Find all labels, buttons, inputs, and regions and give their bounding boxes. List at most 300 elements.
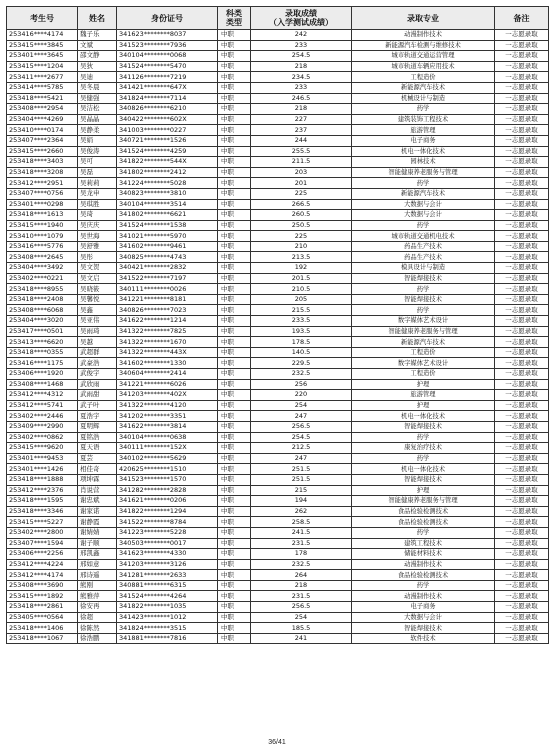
major-cell: 新能源汽车技术 [352,188,495,199]
table-row [7,496,549,507]
score-cell: 250.5 [251,220,352,231]
name-cell: 邢诗遥 [78,570,117,581]
major-cell: 大数据与会计 [352,210,495,221]
table-row [7,30,549,41]
note-cell: 一志愿录取 [495,464,549,475]
candidate-id-cell: 253416****4174 [7,30,78,41]
table-row [7,305,549,316]
name-cell: 谢子顺 [78,538,117,549]
candidate-id-cell: 253418****0355 [7,347,78,358]
score-cell: 258.5 [251,517,352,528]
score-cell: 266.5 [251,199,352,210]
name-cell: 邵文静 [78,51,117,62]
id-card-cell: 341524********4259 [117,146,218,157]
table-row [7,210,549,221]
major-cell: 食品检验检测技术 [352,506,495,517]
id-card-cell: 341881********7816 [117,633,218,644]
candidate-id-cell: 253415****1892 [7,591,78,602]
major-cell: 电子商务 [352,135,495,146]
table-row [7,549,549,560]
type-cell: 中职 [218,263,251,274]
note-cell: 一志愿录取 [495,591,549,602]
score-cell: 201 [251,178,352,189]
admission-table [6,6,549,644]
score-cell: 256.5 [251,421,352,432]
candidate-id-cell: 253407****1594 [7,538,78,549]
score-cell: 256 [251,379,352,390]
table-row [7,294,549,305]
major-cell: 护理 [352,400,495,411]
candidate-id-cell: 253402****2800 [7,527,78,538]
table-row [7,369,549,380]
note-cell: 一志愿录取 [495,72,549,83]
id-card-cell: 341602********9461 [117,241,218,252]
score-cell: 237 [251,125,352,136]
major-cell: 药学 [352,305,495,316]
candidate-id-cell: 253401****0298 [7,199,78,210]
table-row [7,527,549,538]
major-cell: 智能焊接技术 [352,623,495,634]
table-row [7,157,549,168]
score-cell: 231.5 [251,591,352,602]
type-cell: 中职 [218,464,251,475]
candidate-id-cell: 253412****2951 [7,178,78,189]
table-row [7,379,549,390]
score-cell: 201.5 [251,273,352,284]
note-cell: 一志愿录取 [495,30,549,41]
table-row [7,443,549,454]
major-cell: 护理 [352,485,495,496]
id-card-cell: 340503********0017 [117,538,218,549]
id-card-cell: 341822********544X [117,157,218,168]
candidate-id-cell: 253416****1175 [7,358,78,369]
type-cell: 中职 [218,506,251,517]
score-cell: 211.5 [251,157,352,168]
name-cell: 徐陈然 [78,623,117,634]
score-cell: 229.5 [251,358,352,369]
id-card-cell: 340111********152X [117,443,218,454]
type-cell: 中职 [218,485,251,496]
score-cell: 194 [251,496,352,507]
table-row [7,474,549,485]
table-row [7,61,549,72]
type-cell: 中职 [218,633,251,644]
name-cell: 夏天语 [78,443,117,454]
table-row [7,220,549,231]
id-card-cell: 341824********3515 [117,623,218,634]
note-cell: 一志愿录取 [495,178,549,189]
type-cell: 中职 [218,517,251,528]
table-row [7,284,549,295]
id-card-cell: 341802********6621 [117,210,218,221]
table-row [7,114,549,125]
id-card-cell: 341126********7219 [117,72,218,83]
type-cell: 中职 [218,273,251,284]
name-cell: 相佳奇 [78,464,117,475]
id-card-cell: 341281********2633 [117,570,218,581]
candidate-id-cell: 253418****3403 [7,157,78,168]
score-cell: 256.5 [251,602,352,613]
candidate-id-cell: 253407****0756 [7,188,78,199]
score-cell: 254 [251,400,352,411]
id-card-cell: 341623********4330 [117,549,218,560]
score-cell: 210 [251,241,352,252]
score-cell: 218 [251,61,352,72]
name-cell: 徐浩鹏 [78,633,117,644]
major-cell: 城市轨道交通机电技术 [352,231,495,242]
type-cell: 中职 [218,559,251,570]
id-card-cell: 340826********6210 [117,104,218,115]
candidate-id-cell: 253415****1940 [7,220,78,231]
header-type-line2: 类型 [226,18,242,27]
major-cell: 新能源汽车检测与维修技术 [352,40,495,51]
table-row [7,188,549,199]
score-cell: 213.5 [251,252,352,263]
id-card-cell: 341322********4120 [117,400,218,411]
table-row [7,612,549,623]
major-cell: 食品检验检测技术 [352,517,495,528]
candidate-id-cell: 253415****2660 [7,146,78,157]
table-row [7,51,549,62]
id-card-cell: 341824********7114 [117,93,218,104]
type-cell: 中职 [218,570,251,581]
type-cell: 中职 [218,93,251,104]
note-cell: 一志愿录取 [495,580,549,591]
table-body [7,30,549,644]
type-cell: 中职 [218,146,251,157]
major-cell: 模具设计与制造 [352,263,495,274]
note-cell: 一志愿录取 [495,400,549,411]
candidate-id-cell: 253404****3020 [7,316,78,327]
name-cell: 吴莉莉 [78,178,117,189]
candidate-id-cell: 253401****3645 [7,51,78,62]
note-cell: 一志愿录取 [495,51,549,62]
type-cell: 中职 [218,316,251,327]
name-cell: 吴文启 [78,273,117,284]
score-cell: 251.5 [251,474,352,485]
candidate-id-cell: 253401****9453 [7,453,78,464]
type-cell: 中职 [218,104,251,115]
major-cell: 药学 [352,220,495,231]
candidate-id-cell: 253418****1067 [7,633,78,644]
name-cell: 吴世海 [78,231,117,242]
id-card-cell: 340823********3810 [117,188,218,199]
type-cell: 中职 [218,284,251,295]
score-cell: 215 [251,485,352,496]
candidate-id-cell: 253415****9620 [7,443,78,454]
major-cell: 护理 [352,379,495,390]
note-cell: 一志愿录取 [495,82,549,93]
type-cell: 中职 [218,623,251,634]
type-cell: 中职 [218,390,251,401]
note-cell: 一志愿录取 [495,337,549,348]
major-cell: 建筑装饰工程技术 [352,114,495,125]
note-cell: 一志愿录取 [495,61,549,72]
candidate-id-cell: 253415****3845 [7,40,78,51]
table-row [7,326,549,337]
table-row [7,538,549,549]
candidate-id-cell: 253418****3208 [7,167,78,178]
note-cell: 一志愿录取 [495,241,549,252]
table-row [7,125,549,136]
table-row [7,358,549,369]
major-cell: 智能健康养老服务与管理 [352,326,495,337]
major-cell: 工程造价 [352,369,495,380]
name-cell: 武豪浩 [78,358,117,369]
name-cell: 夏芸 [78,453,117,464]
candidate-id-cell: 253412****4174 [7,570,78,581]
type-cell: 中职 [218,61,251,72]
name-cell: 吴鑫 [78,305,117,316]
table-row [7,104,549,115]
score-cell: 227 [251,114,352,125]
note-cell: 一志愿录取 [495,602,549,613]
id-card-cell: 341523********1570 [117,474,218,485]
note-cell: 一志愿录取 [495,104,549,115]
note-cell: 一志愿录取 [495,506,549,517]
id-card-cell: 340826********7023 [117,305,218,316]
id-card-cell: 340721********1526 [117,135,218,146]
name-cell: 徐超 [78,612,117,623]
id-card-cell: 341221********8181 [117,294,218,305]
score-cell: 262 [251,506,352,517]
type-cell: 中职 [218,527,251,538]
type-cell: 中职 [218,231,251,242]
candidate-id-cell: 253415****5227 [7,517,78,528]
score-cell: 254.5 [251,51,352,62]
candidate-id-cell: 253408****2645 [7,252,78,263]
major-cell: 智能焊接技术 [352,421,495,432]
score-cell: 225 [251,231,352,242]
note-cell: 一志愿录取 [495,369,549,380]
score-cell: 247 [251,453,352,464]
table-row [7,432,549,443]
score-cell: 218 [251,104,352,115]
type-cell: 中职 [218,252,251,263]
note-cell: 一志愿录取 [495,146,549,157]
candidate-id-cell: 253414****5785 [7,82,78,93]
candidate-id-cell: 253418****1406 [7,623,78,634]
note-cell: 一志愿录取 [495,40,549,51]
note-cell: 一志愿录取 [495,231,549,242]
major-cell: 机械设计与制造 [352,93,495,104]
major-cell: 智能焊接技术 [352,273,495,284]
id-card-cell: 340422********602X [117,114,218,125]
type-cell: 中职 [218,538,251,549]
note-cell: 一志愿录取 [495,538,549,549]
name-cell: 文斌 [78,40,117,51]
type-cell: 中职 [218,580,251,591]
name-cell: 吴冬晨 [78,82,117,93]
candidate-id-cell: 253406****2256 [7,549,78,560]
name-cell: 吴晶晶 [78,114,117,125]
candidate-id-cell: 253418****1888 [7,474,78,485]
note-cell: 一志愿录取 [495,485,549,496]
candidate-id-cell: 253404****4269 [7,114,78,125]
name-cell: 武欣雨 [78,379,117,390]
header-candidate-id: 考生号 [7,7,78,30]
id-card-cell: 341622********3814 [117,421,218,432]
note-cell: 一志愿录取 [495,421,549,432]
score-cell: 218 [251,580,352,591]
header-name: 姓名 [78,7,117,30]
major-cell: 智能焊接技术 [352,294,495,305]
note-cell: 一志愿录取 [495,188,549,199]
name-cell: 项坤霖 [78,474,117,485]
candidate-id-cell: 253404****3492 [7,263,78,274]
candidate-id-cell: 253413****6620 [7,337,78,348]
type-cell: 中职 [218,379,251,390]
note-cell: 一志愿录取 [495,570,549,581]
table-row [7,602,549,613]
note-cell: 一志愿录取 [495,305,549,316]
type-cell: 中职 [218,496,251,507]
type-cell: 中职 [218,72,251,83]
table-row [7,199,549,210]
major-cell: 药学 [352,580,495,591]
type-cell: 中职 [218,188,251,199]
id-card-cell: 341003********0227 [117,125,218,136]
id-card-cell: 341203********402X [117,390,218,401]
id-card-cell: 341822********1035 [117,602,218,613]
note-cell: 一志愿录取 [495,527,549,538]
note-cell: 一志愿录取 [495,612,549,623]
type-cell: 中职 [218,443,251,454]
table-row [7,231,549,242]
id-card-cell: 341021********5970 [117,231,218,242]
candidate-id-cell: 253412****2376 [7,485,78,496]
note-cell: 一志愿录取 [495,347,549,358]
table-row [7,82,549,93]
id-card-cell: 341423********1012 [117,612,218,623]
table-row [7,146,549,157]
score-cell: 242 [251,30,352,41]
id-card-cell: 341523********7936 [117,40,218,51]
score-cell: 140.5 [251,347,352,358]
header-id-card: 身份证号 [117,7,218,30]
candidate-id-cell: 253418****1613 [7,210,78,221]
table-row [7,411,549,422]
header-score [251,7,352,30]
note-cell: 一志愿录取 [495,93,549,104]
score-cell: 233.5 [251,316,352,327]
table-row [7,93,549,104]
table-row [7,506,549,517]
header-note: 备注 [495,7,549,30]
header-row [7,7,549,30]
type-cell: 中职 [218,241,251,252]
score-cell: 215.5 [251,305,352,316]
candidate-id-cell: 253402****0862 [7,432,78,443]
candidate-id-cell: 253408****6068 [7,305,78,316]
score-cell: 247 [251,411,352,422]
type-cell: 中职 [218,210,251,221]
note-cell: 一志愿录取 [495,390,549,401]
type-cell: 中职 [218,347,251,358]
candidate-id-cell: 253408****1468 [7,379,78,390]
name-cell: 吴磊 [78,167,117,178]
note-cell: 一志愿录取 [495,167,549,178]
name-cell: 武雨甜 [78,390,117,401]
major-cell: 药学 [352,284,495,295]
type-cell: 中职 [218,602,251,613]
type-cell: 中职 [218,40,251,51]
score-cell: 254 [251,612,352,623]
note-cell: 一志愿录取 [495,263,549,274]
name-cell: 谢忠斌 [78,496,117,507]
major-cell: 药品生产技术 [352,241,495,252]
name-cell: 吴俊涛 [78,146,117,157]
score-cell: 210.5 [251,284,352,295]
note-cell: 一志愿录取 [495,358,549,369]
table-row [7,263,549,274]
score-cell: 241 [251,633,352,644]
major-cell: 机电一体化技术 [352,464,495,475]
id-card-cell: 340825********4743 [117,252,218,263]
score-cell: 232.5 [251,559,352,570]
id-card-cell: 340104********0638 [117,432,218,443]
note-cell: 一志愿录取 [495,326,549,337]
score-cell: 241.5 [251,527,352,538]
candidate-id-cell: 253408****3690 [7,580,78,591]
score-cell: 251.5 [251,464,352,475]
table-row [7,421,549,432]
id-card-cell: 341202********3351 [117,411,218,422]
name-cell: 武超群 [78,347,117,358]
note-cell: 一志愿录取 [495,220,549,231]
major-cell: 大数据与会计 [352,199,495,210]
type-cell: 中职 [218,178,251,189]
id-card-cell: 341524********1538 [117,220,218,231]
major-cell: 智能焊接技术 [352,474,495,485]
name-cell: 吴彤 [78,252,117,263]
type-cell: 中职 [218,167,251,178]
score-cell: 254.5 [251,432,352,443]
score-cell: 203 [251,167,352,178]
note-cell: 一志愿录取 [495,135,549,146]
note-cell: 一志愿录取 [495,210,549,221]
table-row [7,167,549,178]
candidate-id-cell: 253410****0174 [7,125,78,136]
major-cell: 药学 [352,432,495,443]
id-card-cell: 341421********647X [117,82,218,93]
id-card-cell: 341524********5470 [117,61,218,72]
candidate-id-cell: 253407****2364 [7,135,78,146]
score-cell: 220 [251,390,352,401]
id-card-cell: 341621********0206 [117,496,218,507]
candidate-id-cell: 253402****0221 [7,273,78,284]
major-cell: 机电一体化技术 [352,411,495,422]
major-cell: 药品生产技术 [352,252,495,263]
table-row [7,40,549,51]
table-row [7,337,549,348]
note-cell: 一志愿录取 [495,125,549,136]
candidate-id-cell: 253412****5741 [7,400,78,411]
name-cell: 谢静霞 [78,517,117,528]
candidate-id-cell: 253409****2990 [7,421,78,432]
id-card-cell: 341224********5028 [117,178,218,189]
id-card-cell: 340604********2414 [117,369,218,380]
name-cell: 吴馨悦 [78,294,117,305]
score-cell: 234.5 [251,72,352,83]
table-row [7,390,549,401]
note-cell: 一志愿录取 [495,432,549,443]
id-card-cell: 340111********0026 [117,284,218,295]
note-cell: 一志愿录取 [495,273,549,284]
id-card-cell: 341282********2828 [117,485,218,496]
candidate-id-cell: 253405****0564 [7,612,78,623]
id-card-cell: 340881********6315 [117,580,218,591]
